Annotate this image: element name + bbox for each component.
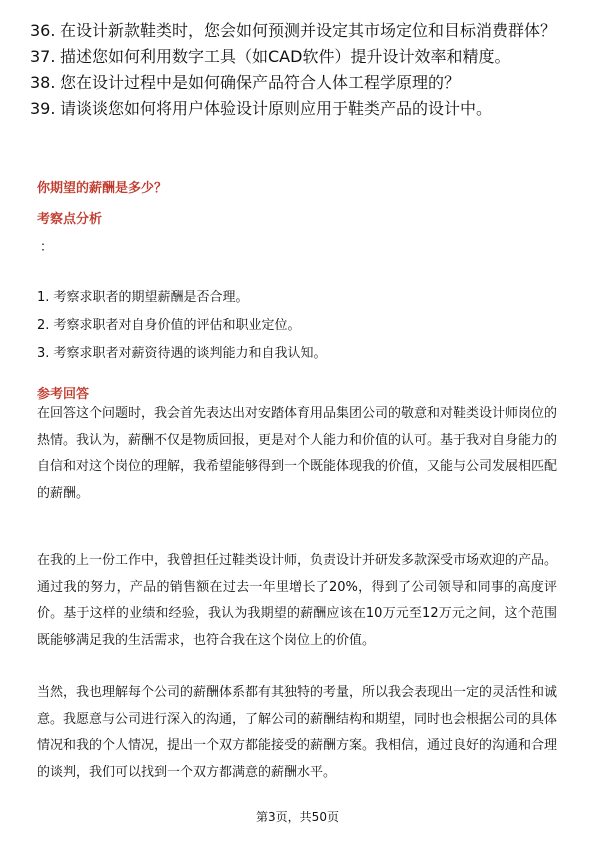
analysis-title: 考察点分析 bbox=[37, 212, 103, 227]
question-number: 39. bbox=[30, 99, 56, 118]
question-list bbox=[30, 20, 570, 124]
answer-paragraph: 在回答这个问题时，我会首先表达出对安踏体育用品集团公司的敬意和对鞋类设计师岗位的热情。我认为，薪酬不仅是物质回报，更是对个人能力和价值的认可。基于我对自身能力的自信和对这个岗位的理解，我希望能够得到一个既能体现我的价值，又能与公司发展相匹配的薪酬。 bbox=[37, 406, 558, 501]
question-item bbox=[30, 20, 570, 42]
answer-paragraph: 在我的上一份工作中，我曾担任过鞋类设计师，负责设计并研发多款深受市场欢迎的产品。通过我的努力，产品的销售额在过去一年里增长了20%，得到了公司领导和同事的高度评价。基于这样的业绩和经验，我认为我期望的薪酬应该在10万元至12万元之间，这个范围既能够满足我的生活需求，也符合我在这个岗位上的价值。 bbox=[37, 553, 558, 648]
question-item bbox=[30, 72, 570, 94]
question-item bbox=[30, 98, 570, 120]
answer-title: 参考回答 bbox=[37, 387, 90, 402]
question-item bbox=[30, 46, 570, 68]
analysis-points bbox=[37, 289, 557, 373]
question-number: 38. bbox=[30, 73, 56, 92]
page-footer: 第3页，共50页 bbox=[256, 810, 339, 824]
question-number: 37. bbox=[30, 47, 56, 66]
analysis-point: 1. 考察求职者的期望薪酬是否合理。 bbox=[37, 290, 249, 305]
section-title: 你期望的薪酬是多少？ bbox=[37, 181, 168, 196]
question-text: 请谈谈您如何将用户体验设计原则应用于鞋类产品的设计中。 bbox=[60, 99, 493, 118]
question-text: 您在设计过程中是如何确保产品符合人体工程学原理的？ bbox=[60, 73, 461, 92]
analysis-colon: ： bbox=[40, 240, 54, 255]
question-text: 在设计新款鞋类时，您会如何预测并设定其市场定位和目标消费群体？ bbox=[60, 21, 557, 40]
analysis-point: 2. 考察求职者对自身价值的评估和职业定位。 bbox=[37, 318, 301, 333]
question-text: 描述您如何利用数字工具（如CAD软件）提升设计效率和精度。 bbox=[60, 47, 511, 66]
answer-paragraph: 当然，我也理解每个公司的薪酬体系都有其独特的考量，所以我会表现出一定的灵活性和诚意。我愿意与公司进行深入的沟通，了解公司的薪酬结构和期望，同时也会根据公司的具体情况和我的个人情况，提出一个双方都能接受的薪酬方案。我相信，通过良好的沟通和合理的谈判，我们可以找到一个双方都满意的薪酬水平。 bbox=[37, 685, 558, 780]
analysis-point: 3. 考察求职者对薪资待遇的谈判能力和自我认知。 bbox=[37, 346, 327, 361]
question-number: 36. bbox=[30, 21, 56, 40]
